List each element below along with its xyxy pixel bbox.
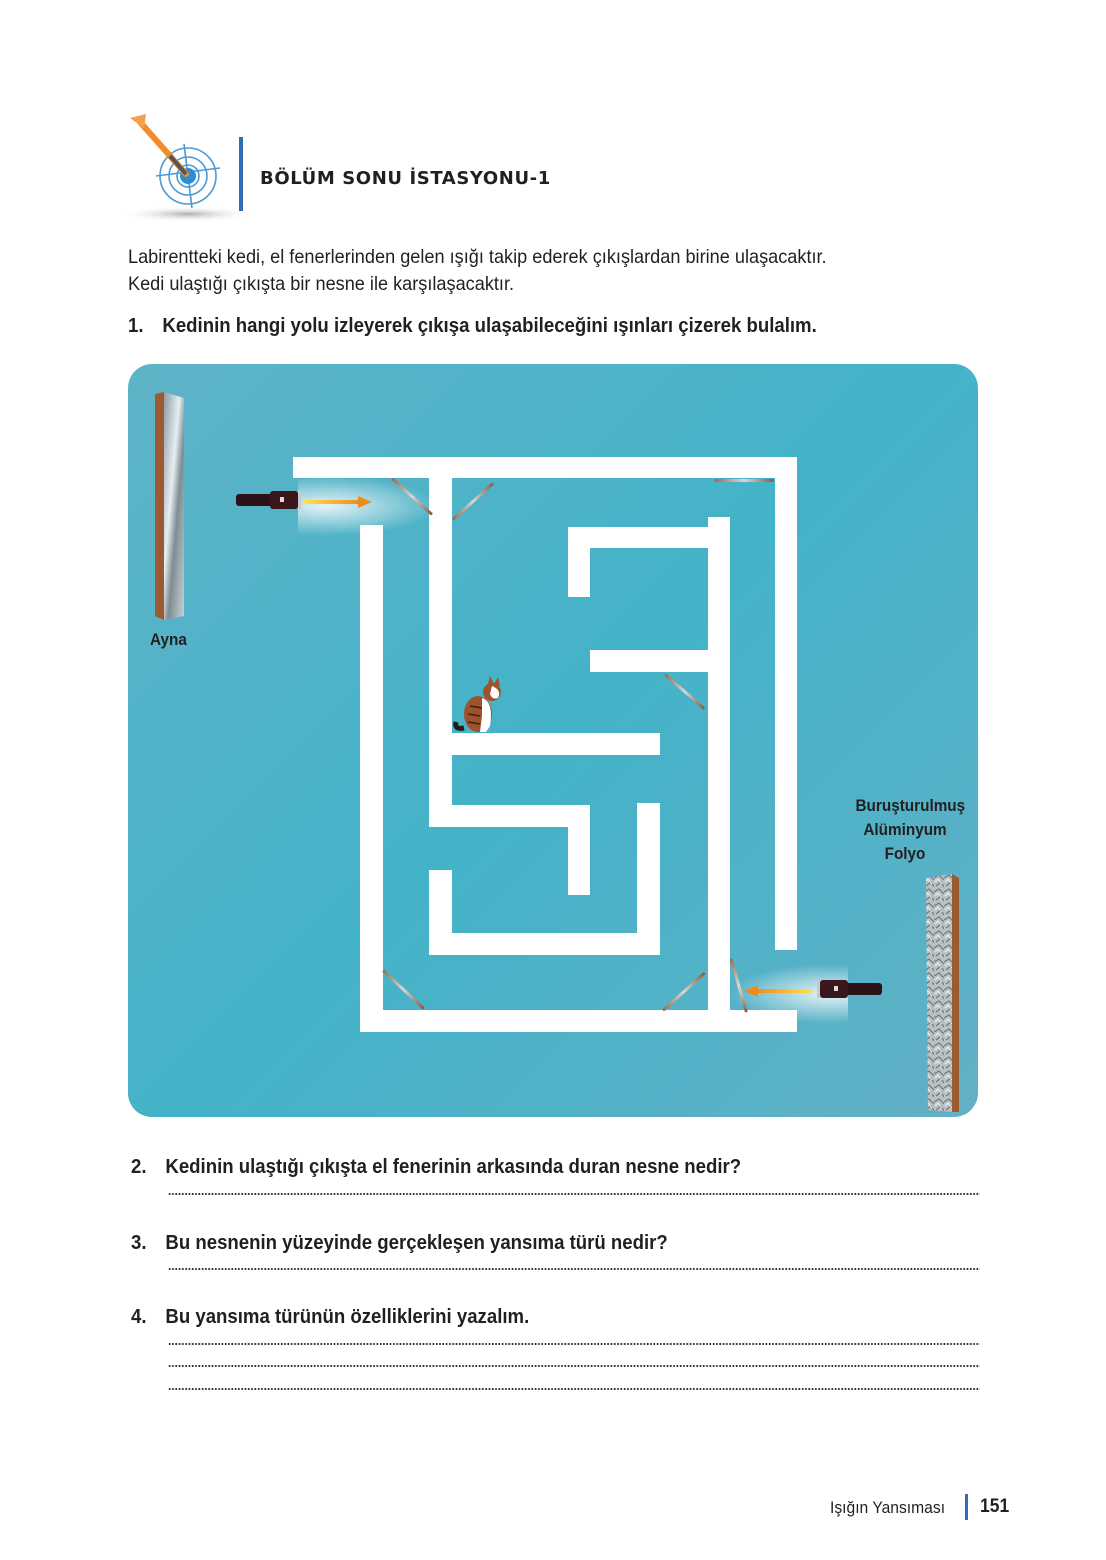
flashlight-right-icon xyxy=(816,979,882,999)
maze-wall-middle-bar xyxy=(590,650,730,672)
question-3-number: 3. xyxy=(131,1232,147,1254)
dart-target-icon xyxy=(118,108,258,226)
question-4-text: Bu yansıma türünün özelliklerini yazalım. xyxy=(165,1306,530,1328)
answer-line-q4-2[interactable] xyxy=(168,1365,980,1367)
question-2 xyxy=(131,1156,741,1179)
maze-wall-inner-box-left xyxy=(568,527,590,597)
answer-line-q3[interactable] xyxy=(168,1268,980,1270)
arrow-right-icon xyxy=(304,495,372,507)
flashlight-left-icon xyxy=(236,490,302,510)
small-mirror-2 xyxy=(452,482,494,520)
answer-line-q4-1[interactable] xyxy=(168,1343,980,1345)
maze-wall-right-outer xyxy=(775,457,797,950)
mirror-icon xyxy=(154,392,186,622)
small-mirror-5 xyxy=(382,969,425,1009)
question-1-number: 1. xyxy=(128,315,144,337)
question-1 xyxy=(128,315,817,338)
intro-line-1: Labirentteki kedi, el fenerlerinden gelen ışığı takip ederek çıkışlardan birine ulaşacaktır. xyxy=(128,246,827,268)
small-mirror-4 xyxy=(664,673,705,709)
question-3 xyxy=(131,1232,668,1255)
intro-text xyxy=(128,244,928,298)
cat-icon xyxy=(452,676,512,734)
question-4 xyxy=(131,1306,529,1329)
maze-wall-top xyxy=(293,457,797,478)
maze-wall-cat-ledge xyxy=(452,733,660,755)
header-divider xyxy=(239,137,243,211)
foil-label-line-1: Buruşturulmuş xyxy=(855,796,966,815)
footer-chapter: Işığın Yansıması xyxy=(830,1498,946,1517)
intro-line-2: Kedi ulaştığı çıkışta bir nesne ile karşılaşacaktır. xyxy=(128,273,515,295)
mirror-label: Ayna xyxy=(150,630,187,649)
maze-wall-l-drop xyxy=(568,805,590,895)
maze-wall-l-horizontal xyxy=(429,805,590,827)
maze-wall-left xyxy=(360,525,383,1032)
maze-wall-inner-box-top xyxy=(568,527,730,548)
question-2-number: 2. xyxy=(131,1156,147,1178)
maze-panel xyxy=(128,364,978,1117)
small-mirror-6 xyxy=(662,972,706,1012)
crumpled-foil-icon xyxy=(924,874,960,1114)
maze-wall-u-right xyxy=(637,803,660,955)
answer-line-q4-3[interactable] xyxy=(168,1388,980,1390)
page-number: 151 xyxy=(980,1496,1010,1517)
answer-line-q2[interactable] xyxy=(168,1193,980,1195)
maze-wall-right-inner xyxy=(708,517,730,1010)
foil-label-line-2: Alüminyum xyxy=(863,820,947,839)
small-mirror-3 xyxy=(714,479,774,482)
maze-wall-u-bottom xyxy=(429,933,660,955)
arrow-left-icon xyxy=(744,984,812,996)
question-4-number: 4. xyxy=(131,1306,147,1328)
section-title: BÖLÜM SONU İSTASYONU-1 xyxy=(260,168,551,189)
question-2-text: Kedinin ulaştığı çıkışta el fenerinin arkasında duran nesne nedir? xyxy=(165,1156,742,1178)
footer-divider xyxy=(965,1494,968,1520)
maze-wall-t-stem xyxy=(429,478,452,737)
foil-label-line-3: Folyo xyxy=(884,844,926,863)
question-1-text: Kedinin hangi yolu izleyerek çıkışa ulaşabileceğini ışınları çizerek bulalım. xyxy=(162,315,817,337)
question-3-text: Bu nesnenin yüzeyinde gerçekleşen yansıma türü nedir? xyxy=(165,1232,668,1254)
